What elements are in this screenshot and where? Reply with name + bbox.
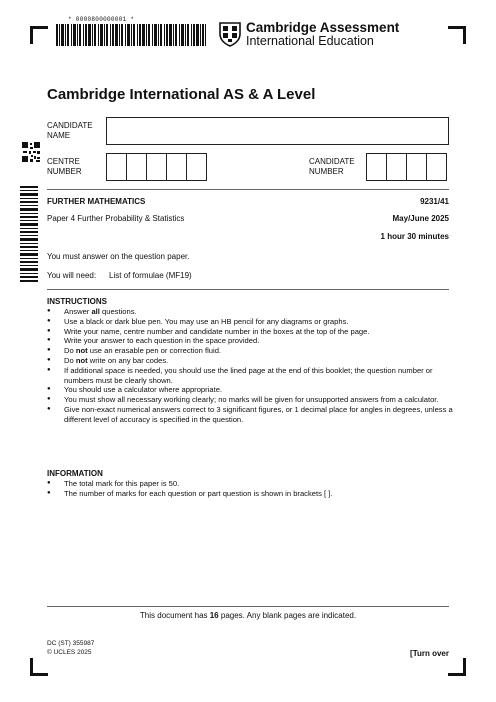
information-heading: INFORMATION xyxy=(47,469,103,478)
exam-duration: 1 hour 30 minutes xyxy=(380,232,449,241)
paper-title: Paper 4 Further Probability & Statistics xyxy=(47,214,185,223)
crop-mark-top-right xyxy=(448,26,466,44)
candidate-number-digit-2[interactable] xyxy=(386,153,407,181)
instruction-item: ● Write your name, centre number and candidate number in the boxes at the top of the page. xyxy=(47,327,457,337)
answer-note: You must answer on the question paper. xyxy=(47,252,190,261)
candidate-number-digit-1[interactable] xyxy=(366,153,387,181)
barcode-number: * 0000800000001 * xyxy=(68,16,135,23)
instructions-section xyxy=(47,296,457,425)
divider-top xyxy=(47,189,449,190)
information-item: ● The total mark for this paper is 50. xyxy=(47,479,457,489)
footer-ref: DC (ST) 355987 © UCLES 2025 xyxy=(47,640,95,656)
information-section xyxy=(47,468,457,499)
crop-mark-bottom-right xyxy=(448,658,466,676)
barcode-icon xyxy=(56,24,206,46)
instruction-item: ● Do not use an erasable pen or correction fluid. xyxy=(47,346,457,356)
instruction-item: ● Give non-exact numerical answers correct to 3 significant figures, or 1 decimal place for angles in degrees, unless a different level of accuracy is specified in the question. xyxy=(47,405,457,425)
qualification-title: Cambridge International AS & A Level xyxy=(47,86,316,103)
need-label: You will need: xyxy=(47,271,97,280)
candidate-name-field[interactable] xyxy=(106,117,449,145)
instructions-heading: INSTRUCTIONS xyxy=(47,297,107,306)
candidate-number-label: CANDIDATE NUMBER xyxy=(309,157,355,176)
centre-number-digit-5[interactable] xyxy=(186,153,207,181)
crop-mark-top-left xyxy=(30,26,48,44)
information-list xyxy=(47,479,457,499)
page-count-note: This document has 16 pages. Any blank pages are indicated. xyxy=(139,611,357,620)
instruction-item: ● Do not write on any bar codes. xyxy=(47,356,457,366)
centre-number-digit-1[interactable] xyxy=(106,153,127,181)
candidate-name-label: CANDIDATE NAME xyxy=(47,121,93,140)
centre-number-digit-3[interactable] xyxy=(146,153,167,181)
candidate-number-digit-3[interactable] xyxy=(406,153,427,181)
divider-footer xyxy=(47,606,449,607)
paper-code: 9231/41 xyxy=(420,197,449,206)
instruction-item: ● Use a black or dark blue pen. You may use an HB pencil for any diagrams or graphs. xyxy=(47,317,457,327)
instruction-item: ● You must show all necessary working clearly; no marks will be given for unsupported answers from a calculator. xyxy=(47,395,457,405)
instruction-item: ● Answer all questions. xyxy=(47,307,457,317)
cambridge-shield-icon xyxy=(218,21,242,47)
logo-line-2: International Education xyxy=(246,34,374,48)
candidate-number-digit-4[interactable] xyxy=(426,153,447,181)
instruction-item: ● You should use a calculator where appropriate. xyxy=(47,385,457,395)
centre-number-digit-2[interactable] xyxy=(126,153,147,181)
subject-title: FURTHER MATHEMATICS xyxy=(47,197,146,206)
exam-session: May/June 2025 xyxy=(392,214,449,223)
need-value: List of formulae (MF19) xyxy=(109,271,192,280)
centre-number-digit-4[interactable] xyxy=(166,153,187,181)
instructions-list xyxy=(47,307,457,425)
information-item: ● The number of marks for each question or part question is shown in brackets [ ]. xyxy=(47,489,457,499)
crop-mark-bottom-left xyxy=(30,658,48,676)
logo-line-1: Cambridge Assessment xyxy=(246,20,400,35)
qr-code-icon xyxy=(22,142,40,162)
instruction-item: ● If additional space is needed, you should use the lined page at the end of this booklet; the question number or numbers must be clearly shown. xyxy=(47,366,457,386)
instruction-item: ● Write your answer to each question in the space provided. xyxy=(47,336,457,346)
centre-number-label: CENTRE NUMBER xyxy=(47,157,82,176)
divider-instructions xyxy=(47,289,449,290)
side-barcode-icon xyxy=(20,186,38,282)
turn-over: [Turn over xyxy=(410,649,449,658)
